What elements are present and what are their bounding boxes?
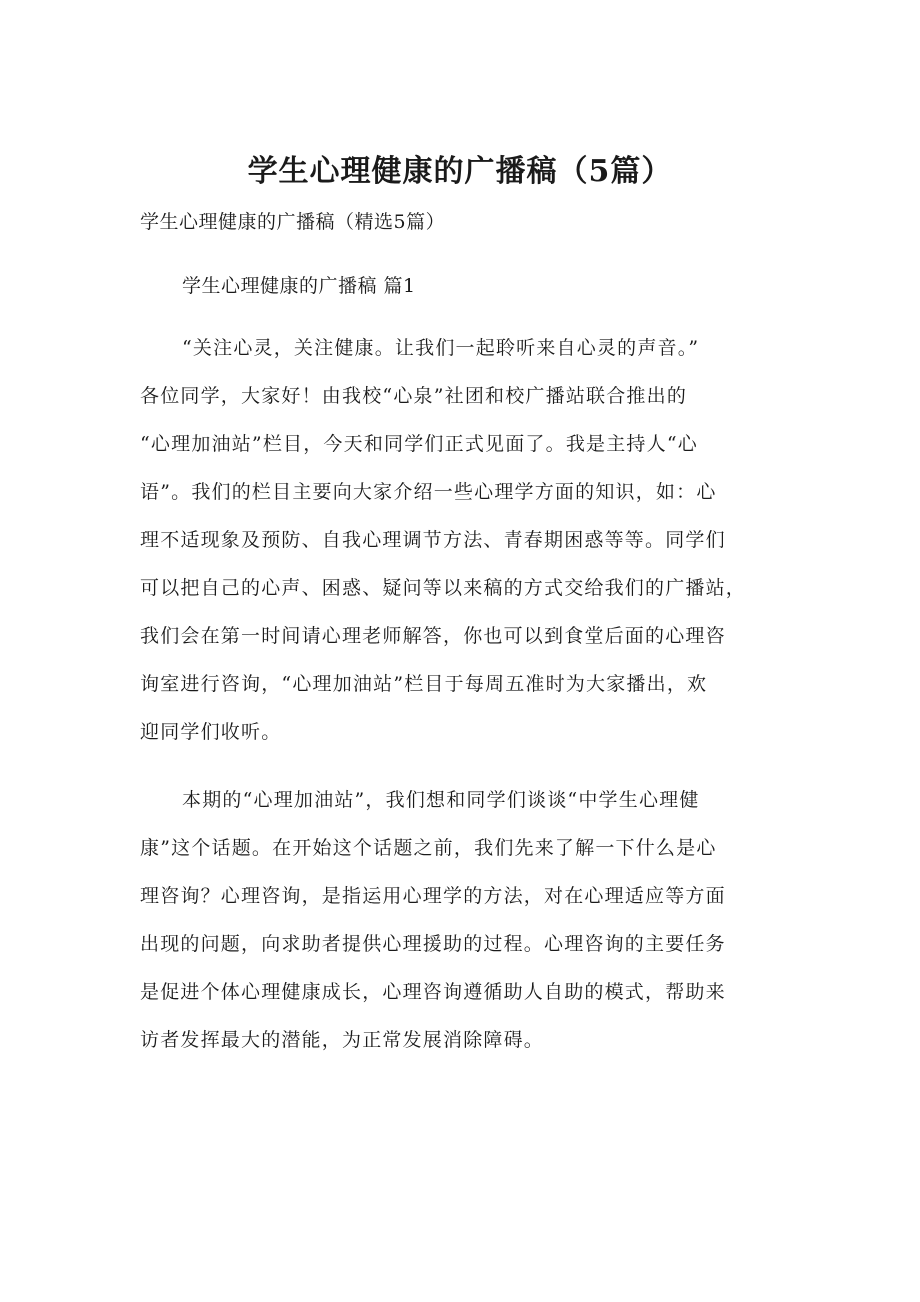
document-title: 学生心理健康的广播稿（5篇） <box>247 154 673 189</box>
paragraph-line: 迎同学们收听。 <box>140 721 282 743</box>
paragraph-line: 康”这个话题。在开始这个话题之前，我们先来了解一下什么是心 <box>140 837 717 859</box>
paragraph-line: 是促进个体心理健康成长，心理咨询遵循助人自助的模式，帮助来 <box>140 981 726 1003</box>
paragraph-line: 我们会在第一时间请心理老师解答，你也可以到食堂后面的心理咨 <box>140 625 726 647</box>
document-subtitle: 学生心理健康的广播稿（精选5篇） <box>140 211 446 233</box>
paragraph-line: 出现的问题，向求助者提供心理援助的过程。心理咨询的主要任务 <box>140 933 726 955</box>
paragraph-line: 语”。我们的栏目主要向大家介绍一些心理学方面的知识，如：心 <box>140 481 717 503</box>
paragraph-2 <box>140 786 800 1074</box>
paragraph-line: 可以把自己的心声、困惑、疑问等以来稿的方式交给我们的广播站， <box>140 577 747 599</box>
paragraph-line: 访者发挥最大的潜能，为正常发展消除障碍。 <box>140 1029 545 1051</box>
paragraph-line: 理不适现象及预防、自我心理调节方法、青春期困惑等等。同学们 <box>140 529 726 551</box>
paragraph-1 <box>140 334 800 766</box>
paragraph-line: 理咨询？心理咨询，是指运用心理学的方法，对在心理适应等方面 <box>140 885 726 907</box>
paragraph-line: 询室进行咨询，“心理加油站”栏目于每周五准时为大家播出，欢 <box>140 673 708 695</box>
paragraph-line: “心理加油站”栏目，今天和同学们正式见面了。我是主持人“心 <box>140 433 698 455</box>
paragraph-line: 本期的“心理加油站”，我们想和同学们谈谈“中学生心理健 <box>182 789 700 811</box>
paragraph-line: “关注心灵，关注健康。让我们一起聆听来自心灵的声音。” <box>182 337 700 359</box>
paragraph-line: 各位同学，大家好！由我校“心泉”社团和校广播站联合推出的 <box>140 385 688 407</box>
section-heading: 学生心理健康的广播稿 篇1 <box>182 275 416 297</box>
